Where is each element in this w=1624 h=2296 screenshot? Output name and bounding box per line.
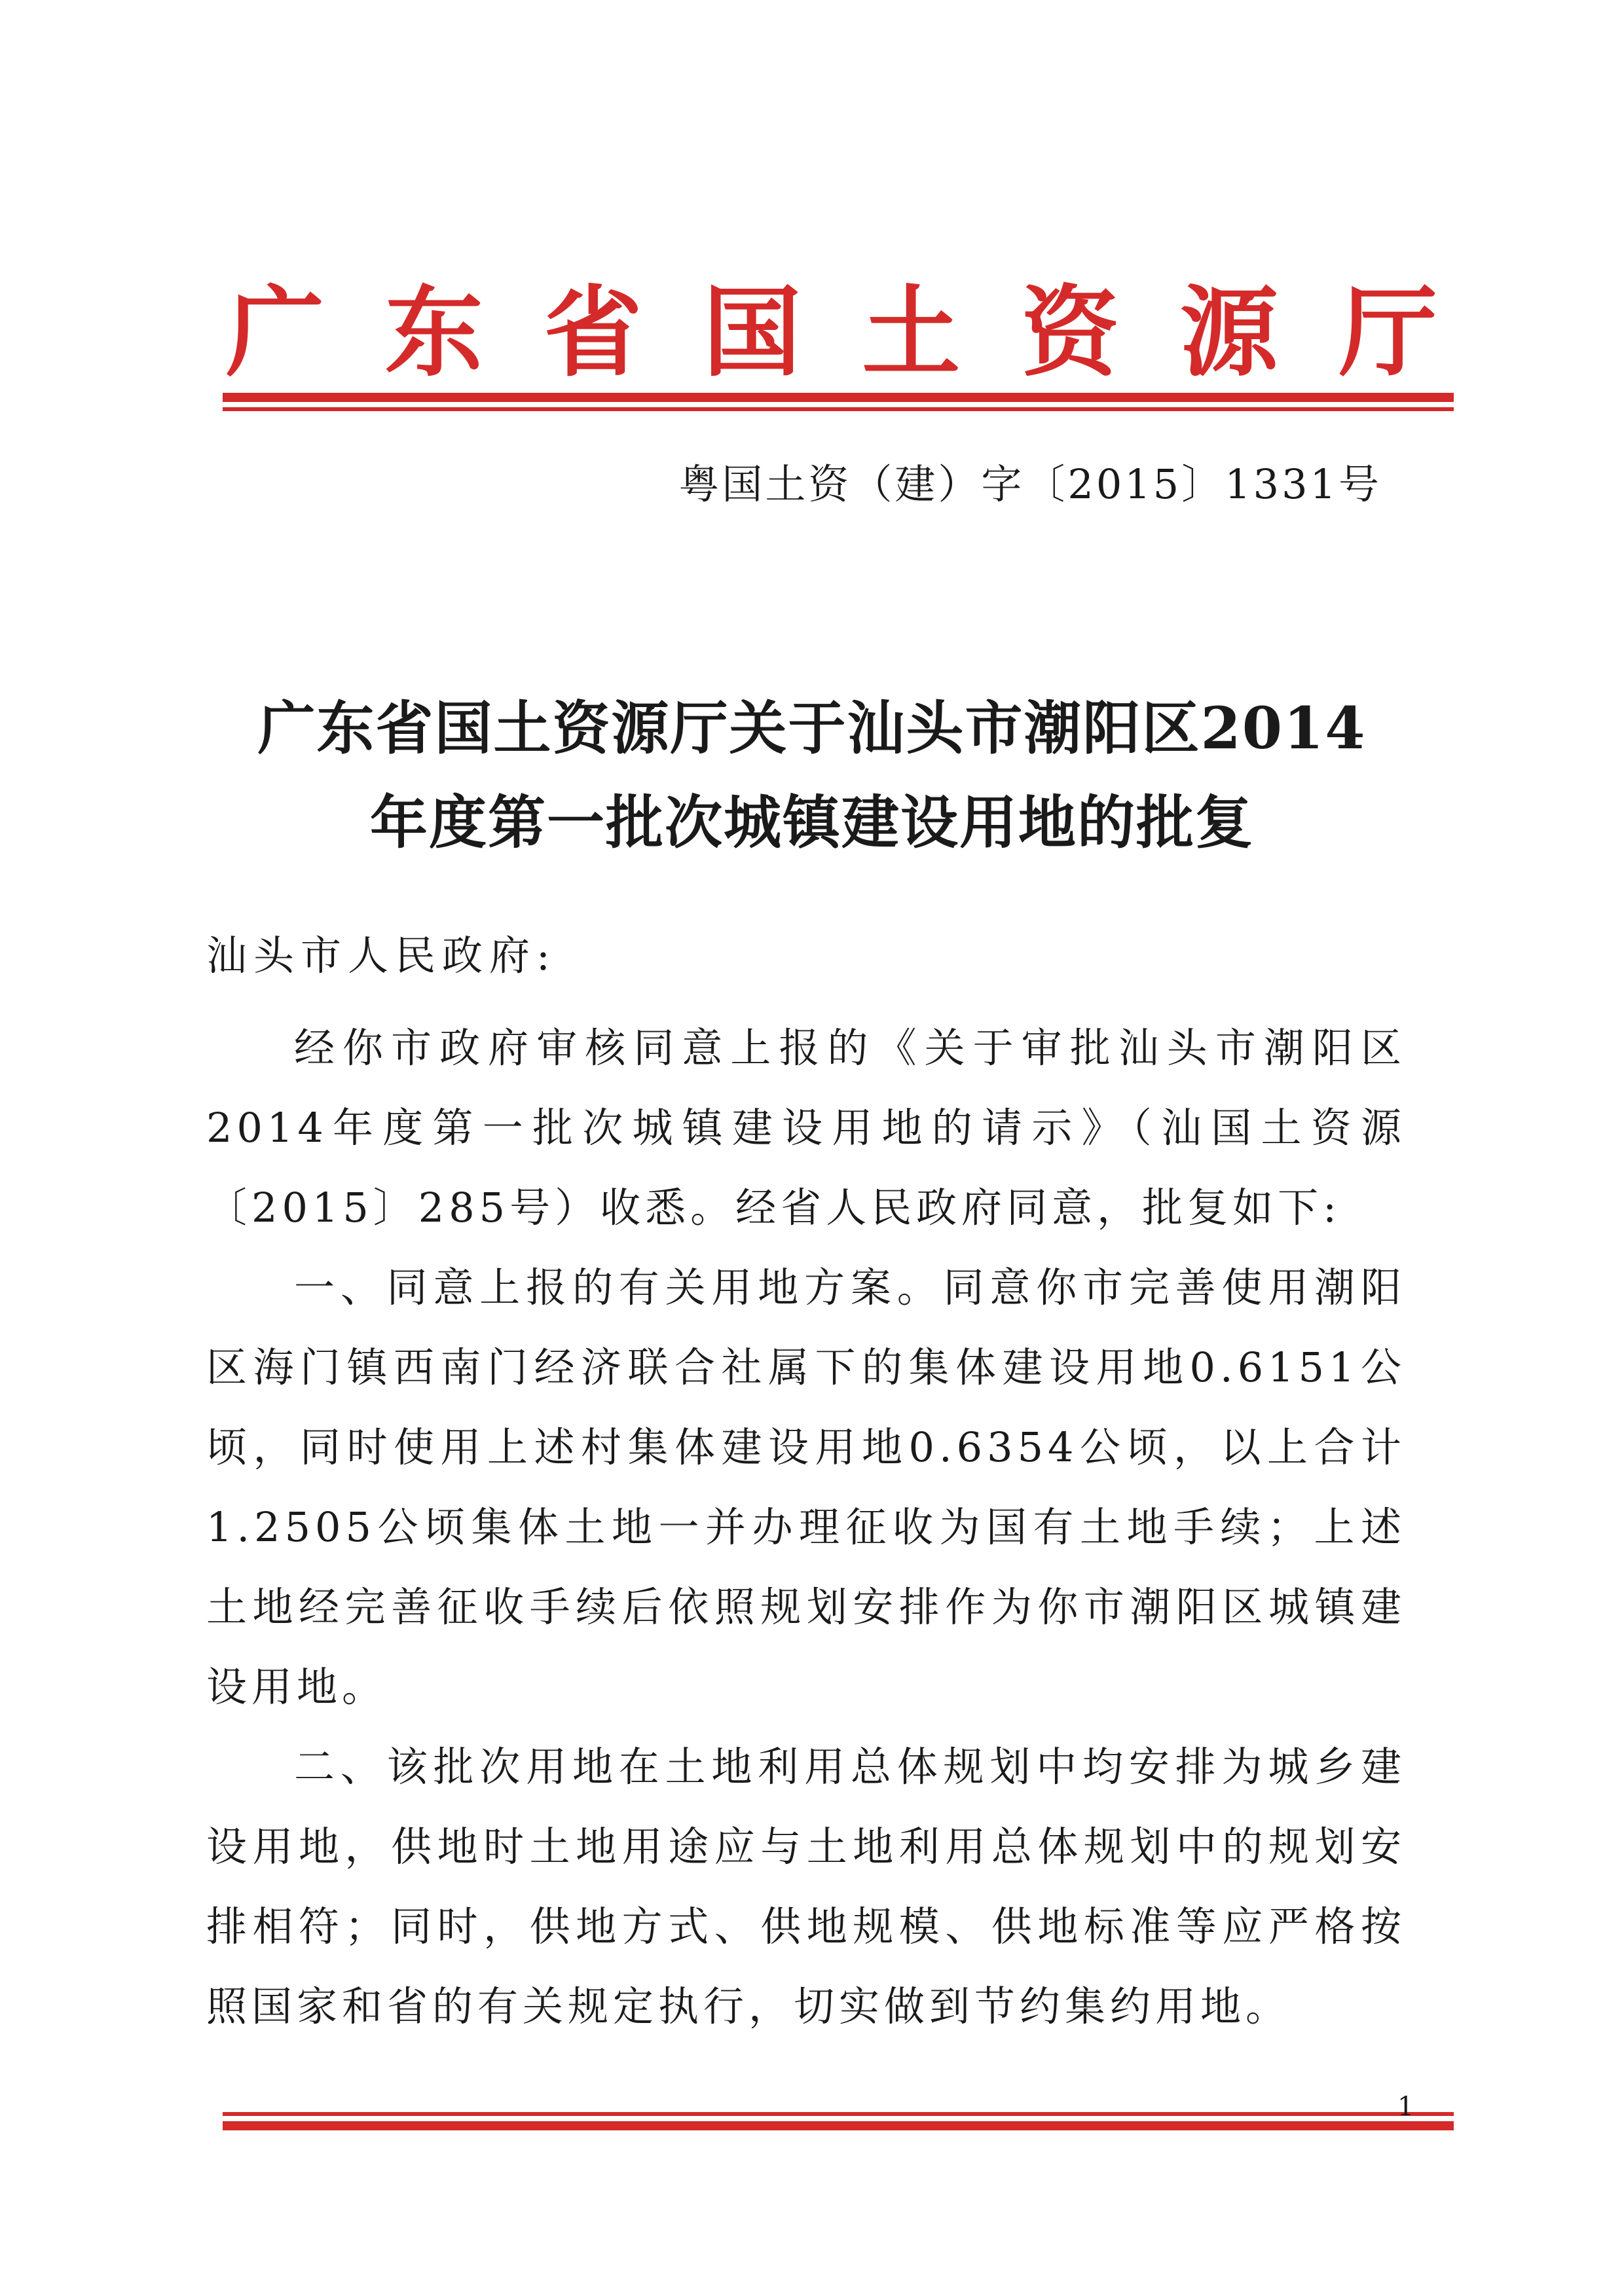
footer-red-rule-thin xyxy=(223,2112,1454,2116)
page-number: 1 xyxy=(1397,2092,1414,2122)
body-paragraph: 一、同意上报的有关用地方案。同意你市完善使用潮阳区海门镇西南门经济联合社属下的集体建设用地0.6151公顷，同时使用上述村集体建设用地0.6354公顷，以上合计1.2505公顷集体土地一并办理征收为国有土地手续；上述土地经完善征收手续后依照规划安排作为你市潮阳区城镇建设用地。 xyxy=(206,1264,1406,1711)
header-char: 厅 xyxy=(1338,276,1437,390)
header-char: 省 xyxy=(544,276,642,390)
document-title xyxy=(210,681,1414,869)
footer-red-rule-thick xyxy=(223,2121,1454,2130)
header-char: 源 xyxy=(1180,276,1279,390)
addressee: 汕头市人民政府: xyxy=(206,932,557,979)
header-red-rule-thin xyxy=(223,407,1454,411)
document-number: 粤国土资（建）字〔2015〕1331号 xyxy=(678,460,1382,508)
header-red-rule-thick xyxy=(223,393,1454,402)
header-char: 东 xyxy=(384,276,483,390)
document-title-line-1: 广东省国土资源厅关于汕头市潮阳区2014 xyxy=(257,694,1367,762)
header-char: 土 xyxy=(862,276,961,390)
header-char: 资 xyxy=(1021,276,1120,390)
body-paragraph: 经你市政府审核同意上报的《关于审批汕头市潮阳区2014年度第一批次城镇建设用地的请示》（汕国土资源〔2015〕285号）收悉。经省人民政府同意，批复如下: xyxy=(206,1024,1406,1231)
document-title-line-2: 年度第一批次城镇建设用地的批复 xyxy=(369,788,1254,856)
header-char: 广 xyxy=(225,276,324,390)
issuing-authority-header xyxy=(223,259,1441,390)
document-body xyxy=(206,1008,1406,2047)
body-paragraph: 二、该批次用地在土地利用总体规划中均安排为城乡建设用地，供地时土地用途应与土地利用总体规划中的规划安排相符；同时，供地方式、供地规模、供地标准等应严格按照国家和省的有关规定执行，切实做到节约集约用地。 xyxy=(206,1743,1406,2030)
header-char: 国 xyxy=(703,276,802,390)
